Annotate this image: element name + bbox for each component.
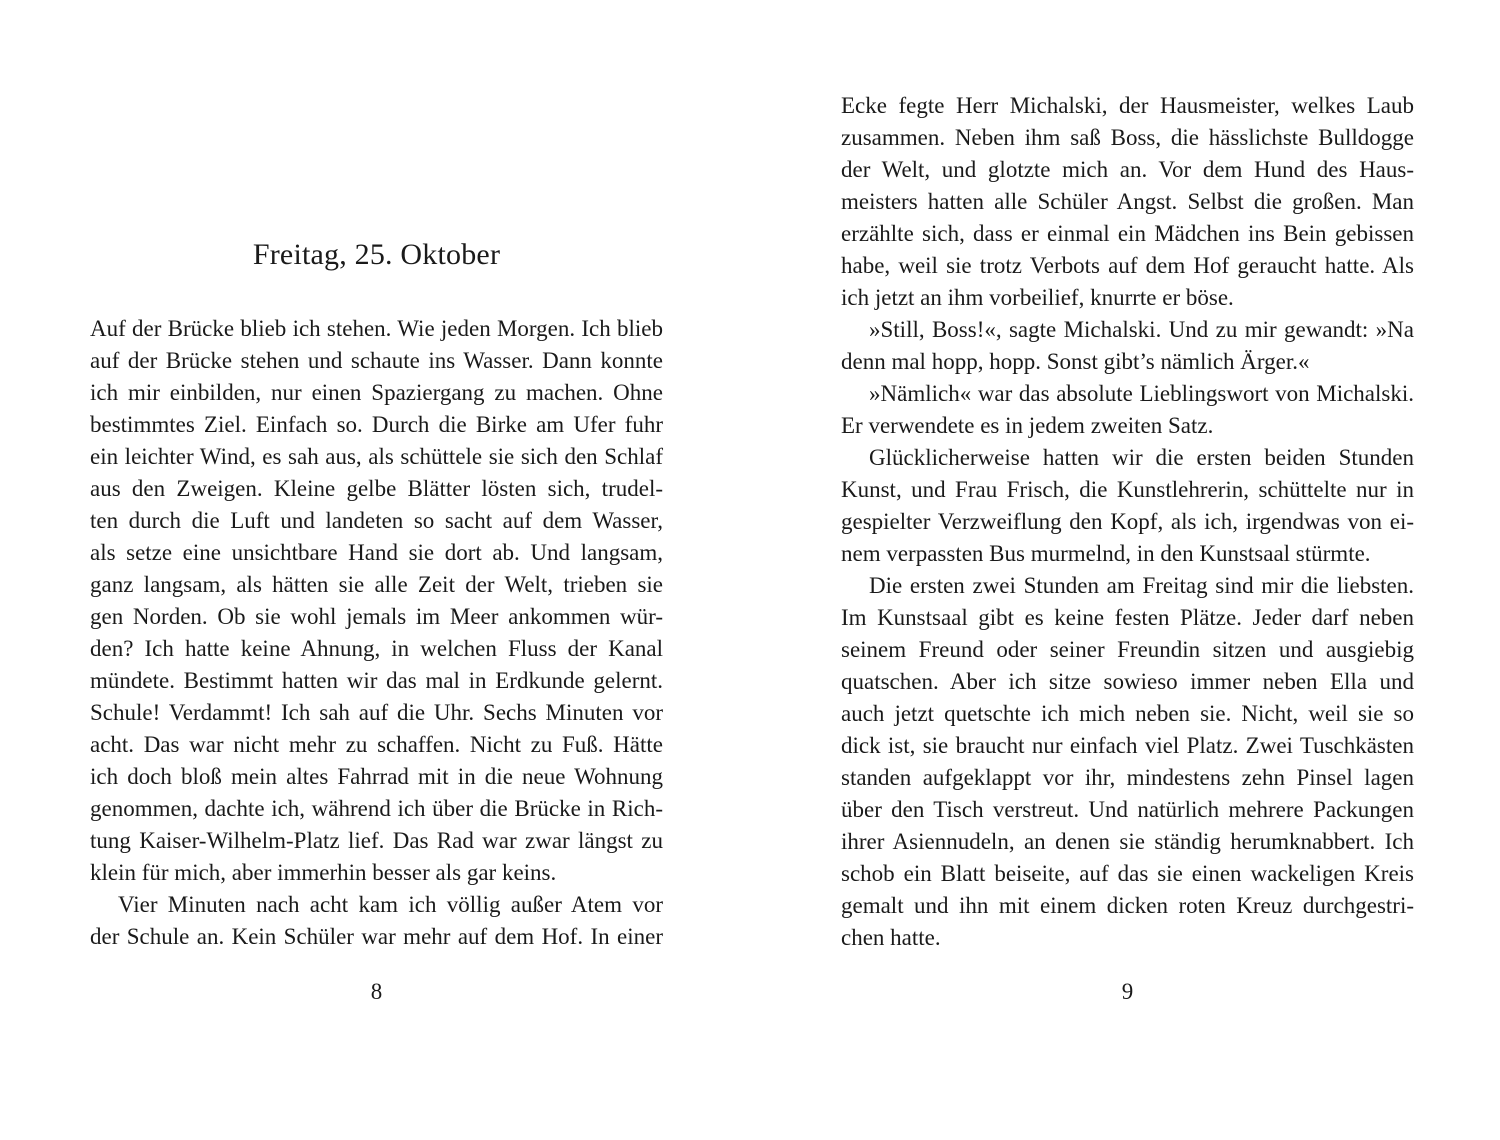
text-line: zusammen. Neben ihm saß Boss, die hässlichste Bulldogge — [841, 125, 1414, 150]
text-line: nem verpassten Bus murmelnd, in den Kunstsaal stürmte. — [841, 541, 1371, 566]
chapter-heading: Freitag, 25. Oktober — [252, 238, 501, 271]
page-number: 9 — [1121, 979, 1134, 1004]
text-line: gen Norden. Ob sie wohl jemals im Meer ankommen wür- — [90, 604, 663, 629]
text-line: Er verwendete es in jedem zweiten Satz. — [841, 413, 1214, 438]
text-line: habe, weil sie trotz Verbots auf dem Hof geraucht hatte. Als — [841, 253, 1414, 278]
page-body — [90, 313, 663, 953]
page-body — [841, 90, 1414, 954]
page-number: 8 — [370, 979, 383, 1004]
text-line: tung Kaiser-Wilhelm-Platz lief. Das Rad war zwar längst zu — [90, 828, 663, 853]
text-line: Vier Minuten nach acht kam ich völlig außer Atem vor — [118, 892, 663, 917]
text-line: der Welt, und glotzte mich an. Vor dem Hund des Haus- — [841, 157, 1414, 182]
text-line: »Nämlich« war das absolute Lieblingswort von Michalski. — [869, 381, 1414, 406]
text-line: ihrer Asiennudeln, an denen sie ständig herumknabbert. Ich — [841, 829, 1414, 854]
text-line: quatschen. Aber ich sitze sowieso immer neben Ella und — [841, 669, 1414, 694]
text-line: »Still, Boss!«, sagte Michalski. Und zu mir gewandt: »Na — [869, 317, 1414, 342]
text-line: klein für mich, aber immerhin besser als gar keins. — [90, 860, 557, 885]
text-line: Die ersten zwei Stunden am Freitag sind mir die liebsten. — [869, 573, 1414, 598]
text-line: ten durch die Luft und landeten so sacht auf dem Wasser, — [90, 508, 663, 533]
text-line: auf der Brücke stehen und schaute ins Wasser. Dann konnte — [90, 348, 663, 373]
text-line: ich jetzt an ihm vorbeilief, knurrte er böse. — [841, 285, 1234, 310]
text-line: bestimmtes Ziel. Einfach so. Durch die Birke am Ufer fuhr — [90, 412, 663, 437]
text-line: ich doch bloß mein altes Fahrrad mit in die neue Wohnung — [90, 764, 663, 789]
text-line: ganz langsam, als hätten sie alle Zeit der Welt, trieben sie — [90, 572, 663, 597]
text-line: Auf der Brücke blieb ich stehen. Wie jeden Morgen. Ich blieb — [90, 316, 663, 341]
text-line: auch jetzt quetschte ich mich neben sie. Nicht, weil sie so — [841, 701, 1414, 726]
text-line: Im Kunstsaal gibt es keine festen Plätze. Jeder darf neben — [841, 605, 1414, 630]
text-line: erzählte sich, dass er einmal ein Mädchen ins Bein gebissen — [841, 221, 1414, 246]
text-line: Kunst, und Frau Frisch, die Kunstlehrerin, schüttelte nur in — [841, 477, 1414, 502]
text-line: über den Tisch verstreut. Und natürlich mehrere Packungen — [841, 797, 1414, 822]
text-line: ein leichter Wind, es sah aus, als schüttele sie sich den Schlaf — [90, 444, 663, 469]
text-line: gemalt und ihn mit einem dicken roten Kreuz durchgestri- — [841, 893, 1414, 918]
text-line: meisters hatten alle Schüler Angst. Selbst die großen. Man — [841, 189, 1414, 214]
text-line: der Schule an. Kein Schüler war mehr auf dem Hof. In einer — [90, 924, 663, 949]
text-line: Glücklicherweise hatten wir die ersten beiden Stunden — [869, 445, 1414, 470]
text-line: mündete. Bestimmt hatten wir das mal in Erdkunde gelernt. — [90, 668, 663, 693]
text-line: dick ist, sie braucht nur einfach viel Platz. Zwei Tuschkästen — [841, 733, 1414, 758]
text-line: standen aufgeklappt vor ihr, mindestens zehn Pinsel lagen — [841, 765, 1414, 790]
text-line: genommen, dachte ich, während ich über die Brücke in Rich- — [90, 796, 663, 821]
text-line: Schule! Verdammt! Ich sah auf die Uhr. Sechs Minuten vor — [90, 700, 663, 725]
text-line: ich mir einbilden, nur einen Spaziergang zu machen. Ohne — [90, 380, 663, 405]
text-line: den? Ich hatte keine Ahnung, in welchen Fluss der Kanal — [90, 636, 663, 661]
text-line: chen hatte. — [841, 925, 941, 950]
text-line: Ecke fegte Herr Michalski, der Hausmeister, welkes Laub — [841, 93, 1414, 118]
text-line: schob ein Blatt beiseite, auf das sie einen wackeligen Kreis — [841, 861, 1414, 886]
text-line: aus den Zweigen. Kleine gelbe Blätter lösten sich, trudel- — [90, 476, 663, 501]
text-line: als setze eine unsichtbare Hand sie dort ab. Und langsam, — [90, 540, 663, 565]
text-line: gespielter Verzweiflung den Kopf, als ich, irgendwas von ei- — [841, 509, 1414, 534]
text-line: acht. Das war nicht mehr zu schaffen. Nicht zu Fuß. Hätte — [90, 732, 663, 757]
text-line: denn mal hopp, hopp. Sonst gibt’s nämlich Ärger.« — [841, 349, 1310, 374]
text-line: seinem Freund oder seiner Freundin sitzen und ausgiebig — [841, 637, 1414, 662]
